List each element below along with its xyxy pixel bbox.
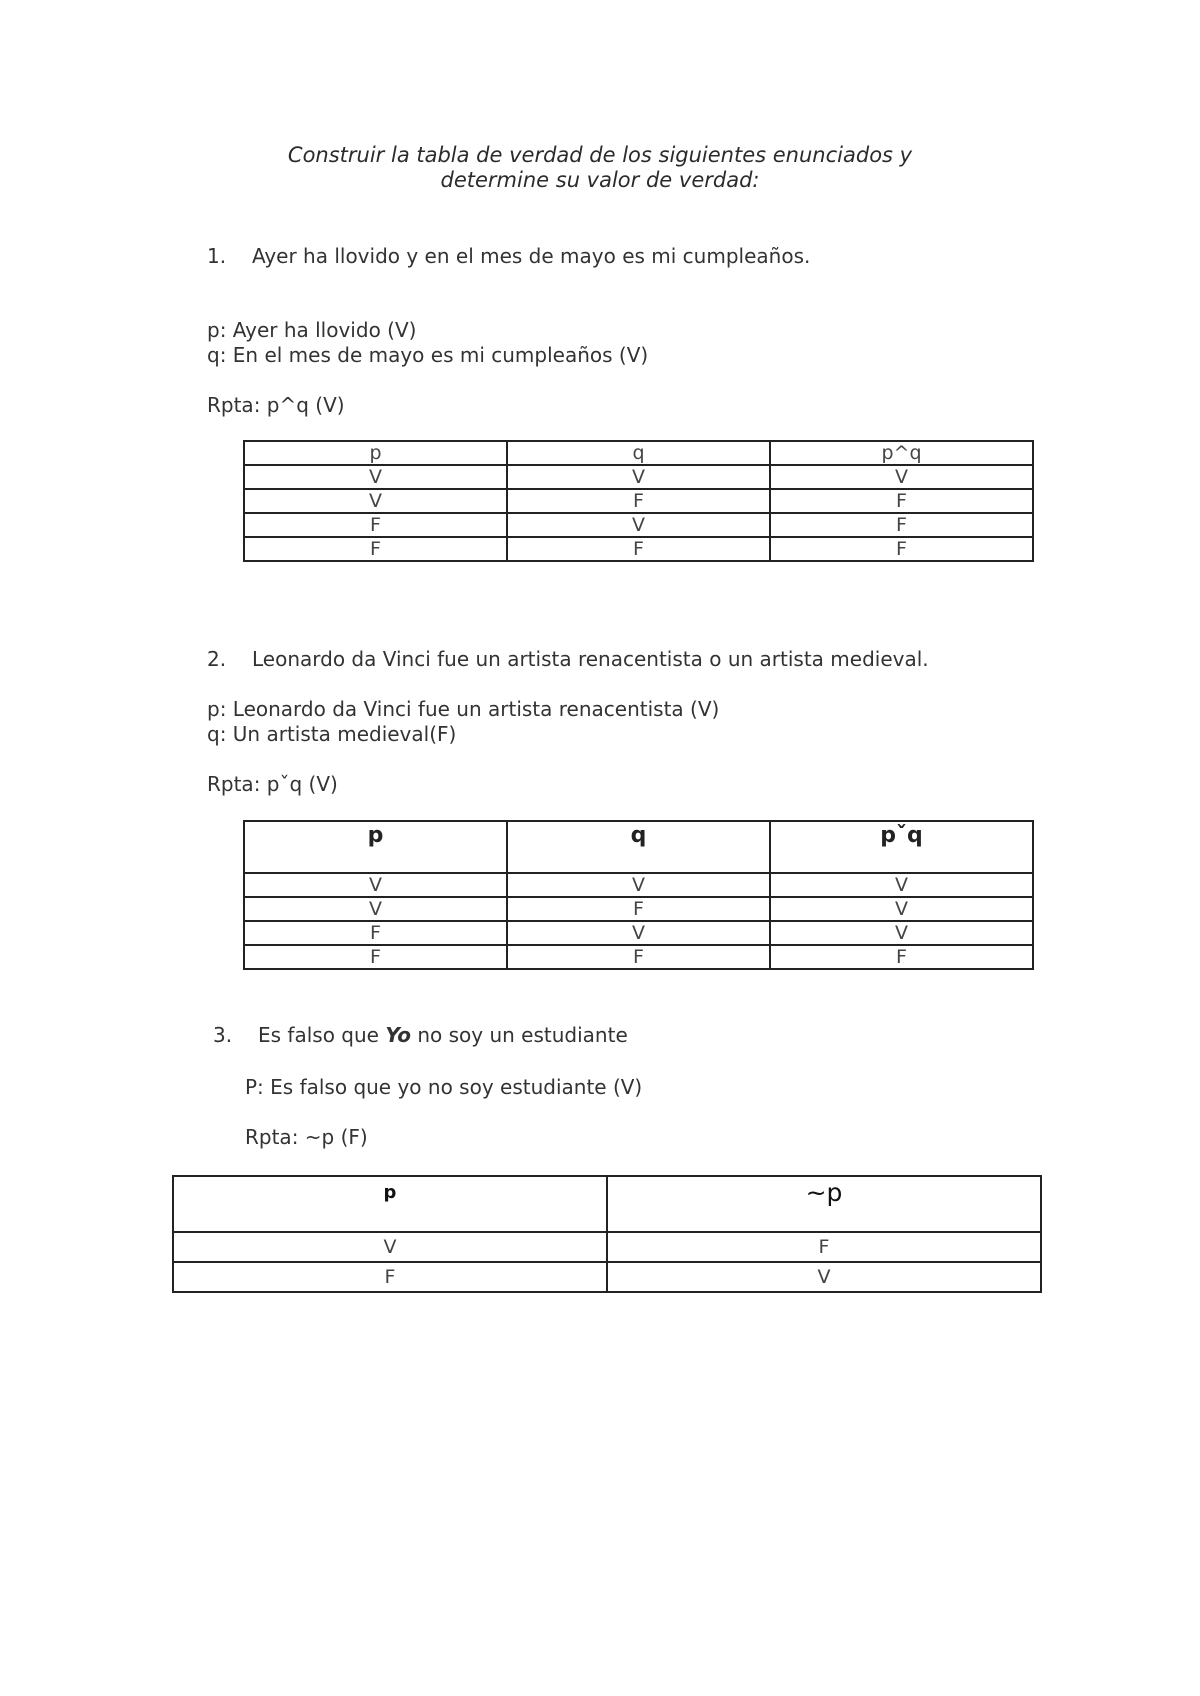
- table-row: [173, 1232, 1041, 1262]
- table-cell: V: [507, 921, 770, 945]
- table-row: [244, 897, 1033, 921]
- proposition-q-1: q: En el mes de mayo es mi cumpleaños (V): [207, 343, 649, 367]
- table-cell: F: [507, 897, 770, 921]
- table-row: [173, 1262, 1041, 1292]
- proposition-q-2: q: Un artista medieval(F): [207, 722, 457, 746]
- table-row: [244, 873, 1033, 897]
- statement-2-text: Leonardo da Vinci fue un artista renacentista o un artista medieval.: [252, 647, 929, 671]
- table-cell: F: [507, 945, 770, 969]
- statement-1: [207, 244, 810, 268]
- proposition-p-3: P: Es falso que yo no soy estudiante (V): [245, 1075, 643, 1099]
- truth-table-3: [172, 1175, 1042, 1293]
- statement-3-pre: Es falso que: [258, 1023, 386, 1047]
- table-cell: F: [770, 945, 1033, 969]
- answer-1: Rpta: p^q (V): [207, 393, 345, 417]
- table-cell: F: [244, 945, 507, 969]
- statement-3-emphasis: Yo: [385, 1023, 411, 1047]
- table-cell: V: [770, 897, 1033, 921]
- table-cell: F: [607, 1232, 1041, 1262]
- table-cell: V: [507, 465, 770, 489]
- table-cell: V: [607, 1262, 1041, 1292]
- statement-3: [213, 1023, 628, 1047]
- table-cell: V: [244, 897, 507, 921]
- item-number-3: 3.: [213, 1023, 233, 1047]
- header-cell: p: [244, 821, 507, 873]
- truth-table-1: [243, 440, 1034, 562]
- table-cell: V: [507, 873, 770, 897]
- table-cell: V: [770, 465, 1033, 489]
- item-number-2: 2.: [207, 647, 227, 671]
- table-cell: V: [244, 489, 507, 513]
- table-cell: V: [244, 873, 507, 897]
- table-row: [244, 945, 1033, 969]
- answer-2: Rpta: pˇq (V): [207, 772, 338, 796]
- table-row: [244, 465, 1033, 489]
- statement-3-post: no soy un estudiante: [410, 1023, 628, 1047]
- title-line-2: determine su valor de verdad:: [440, 168, 760, 192]
- item-number-1: 1.: [207, 244, 227, 268]
- table-cell: F: [507, 537, 770, 561]
- header-cell: p: [244, 441, 507, 465]
- table-cell: F: [507, 489, 770, 513]
- truth-table-2: [243, 820, 1034, 970]
- header-cell: q: [507, 821, 770, 873]
- proposition-p-1: p: Ayer ha llovido (V): [207, 318, 417, 342]
- table-cell: V: [244, 465, 507, 489]
- table-cell: F: [770, 513, 1033, 537]
- table-header-row: [244, 821, 1033, 873]
- header-cell: q: [507, 441, 770, 465]
- page-title: [0, 143, 1200, 193]
- table-header-row: [244, 441, 1033, 465]
- table-row: [244, 921, 1033, 945]
- table-cell: V: [770, 921, 1033, 945]
- table-row: [244, 537, 1033, 561]
- table-cell: F: [244, 513, 507, 537]
- answer-3: Rpta: ~p (F): [245, 1125, 368, 1149]
- statement-1-text: Ayer ha llovido y en el mes de mayo es mi cumpleaños.: [252, 244, 811, 268]
- table-cell: F: [770, 537, 1033, 561]
- table-cell: F: [173, 1262, 607, 1292]
- header-cell: p^q: [770, 441, 1033, 465]
- header-cell: ~p: [607, 1176, 1041, 1232]
- statement-2: [207, 647, 929, 671]
- table-cell: F: [244, 921, 507, 945]
- table-cell: V: [507, 513, 770, 537]
- table-cell: V: [173, 1232, 607, 1262]
- table-header-row: [173, 1176, 1041, 1232]
- header-cell: p: [173, 1176, 607, 1232]
- table-row: [244, 489, 1033, 513]
- table-cell: F: [244, 537, 507, 561]
- header-cell: pˇq: [770, 821, 1033, 873]
- table-cell: F: [770, 489, 1033, 513]
- title-line-1: Construir la tabla de verdad de los siguientes enunciados y: [287, 143, 913, 167]
- table-row: [244, 513, 1033, 537]
- proposition-p-2: p: Leonardo da Vinci fue un artista renacentista (V): [207, 697, 720, 721]
- table-cell: V: [770, 873, 1033, 897]
